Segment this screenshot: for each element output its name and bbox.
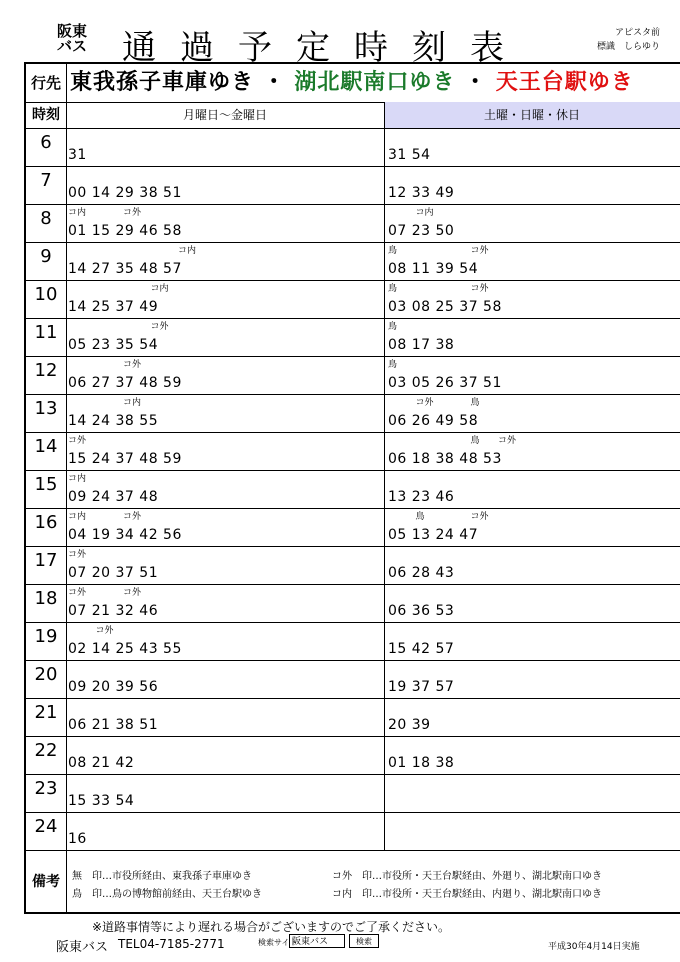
note-inner: コ内 印…市役所・天王台駅経由、内廻り、湖北駅南口ゆき [332, 889, 602, 900]
route-mark: コ内 [178, 246, 197, 256]
hour-row [26, 470, 680, 508]
holiday-times: 31 54 [388, 147, 431, 163]
weekday-times: 01 15 29 46 58 [68, 223, 182, 239]
hour-number: 13 [34, 398, 58, 419]
dest-east-abiko: 東我孫子車庫ゆき [70, 70, 255, 95]
destination-text [70, 64, 634, 102]
weekday-times: 06 27 37 48 59 [68, 375, 182, 391]
route-mark: コ内 [415, 208, 434, 218]
note-bird: 鳥 印…鳥の博物館前経由、天王台駅ゆき [72, 889, 262, 900]
footer-notice: ※道路事情等により遅れる場合がございますのでご了承ください。 [92, 920, 451, 934]
dest-tennodai: 天王台駅ゆき [495, 70, 634, 95]
hour-number: 19 [34, 626, 58, 647]
route-mark: 鳥 [470, 398, 480, 408]
holiday-times: 03 05 26 37 51 [388, 375, 502, 391]
weekday-times: 31 [68, 147, 87, 163]
holiday-times: 06 28 43 [388, 565, 455, 581]
holiday-times: 01 18 38 [388, 755, 455, 771]
holiday-times: 07 23 50 [388, 223, 455, 239]
weekday-times: 07 20 37 51 [68, 565, 159, 581]
hour-number: 23 [34, 778, 58, 799]
hour-number: 7 [40, 170, 52, 191]
holiday-times: 19 37 57 [388, 679, 455, 695]
route-mark: コ外 [68, 588, 87, 598]
hour-number: 18 [34, 588, 58, 609]
hour-row [26, 584, 680, 622]
holiday-times: 15 42 57 [388, 641, 455, 657]
route-mark: 鳥 [388, 360, 398, 370]
effective-date: 平成30年4月14日実施 [548, 942, 640, 952]
hour-number: 11 [34, 322, 58, 343]
hour-number: 12 [34, 360, 58, 381]
route-mark: コ内 [68, 474, 87, 484]
holiday-times: 20 39 [388, 717, 431, 733]
weekday-times: 14 27 35 48 57 [68, 261, 182, 277]
hour-number: 14 [34, 436, 58, 457]
notes-label: 備考 [32, 874, 60, 890]
hour-number: 22 [34, 740, 58, 761]
hour-row [26, 622, 680, 660]
hour-number: 17 [34, 550, 58, 571]
hour-row [26, 736, 680, 774]
destination-row [26, 64, 680, 102]
hour-number: 10 [34, 284, 58, 305]
hour-row [26, 660, 680, 698]
weekday-times: 14 25 37 49 [68, 299, 159, 315]
weekday-times: 04 19 34 42 56 [68, 527, 182, 543]
weekday-times: 06 21 38 51 [68, 717, 159, 733]
holiday-column-header: 土曜・日曜・休日 [384, 102, 680, 128]
route-mark: コ外 [123, 512, 142, 522]
holiday-times: 06 18 38 48 53 [388, 451, 502, 467]
hour-number: 6 [40, 132, 52, 153]
holiday-times: 08 11 39 54 [388, 261, 479, 277]
stop-info [590, 26, 660, 54]
route-mark: コ外 [68, 550, 87, 560]
route-mark: コ外 [123, 588, 142, 598]
route-mark: 鳥 [388, 284, 398, 294]
route-mark: コ外 [470, 284, 489, 294]
hour-row [26, 318, 680, 356]
weekday-times: 05 23 35 54 [68, 337, 159, 353]
weekday-times: 09 20 39 56 [68, 679, 159, 695]
hour-column-header: 時刻 [32, 107, 60, 123]
note-plain: 無 印…市役所経由、東我孫子車庫ゆき [72, 871, 252, 882]
footer-company: 阪東バス [56, 940, 109, 955]
search-input: 阪東バス [289, 934, 345, 948]
route-mark: コ外 [415, 398, 434, 408]
weekday-times: 15 33 54 [68, 793, 135, 809]
dest-kohoku: 湖北駅南口ゆき [294, 70, 456, 95]
hour-row [26, 242, 680, 280]
route-mark: コ外 [498, 436, 517, 446]
timetable [24, 62, 680, 914]
weekday-times: 14 24 38 55 [68, 413, 159, 429]
hour-row [26, 546, 680, 584]
hour-number: 24 [34, 816, 58, 837]
company-line1: 阪東 [56, 22, 87, 40]
hour-number: 8 [40, 208, 52, 229]
route-mark: コ内 [68, 512, 87, 522]
hour-number: 20 [34, 664, 58, 685]
hour-row [26, 432, 680, 470]
route-mark: コ内 [150, 284, 169, 294]
weekday-times: 07 21 32 46 [68, 603, 159, 619]
route-mark: 鳥 [388, 246, 398, 256]
hour-row [26, 508, 680, 546]
page-title: 通過予定時刻表 [122, 28, 528, 68]
footer-phone: TEL04-7185-2771 [118, 937, 225, 951]
hour-number: 9 [40, 246, 52, 267]
note-outer: コ外 印…市役所・天王台駅経由、外廻り、湖北駅南口ゆき [332, 871, 602, 882]
weekday-times: 15 24 37 48 59 [68, 451, 182, 467]
stop-name: 標識 しらゆり [596, 42, 660, 52]
route-mark: 鳥 [470, 436, 480, 446]
hour-row [26, 166, 680, 204]
destination-label: 行先 [30, 74, 61, 92]
route-mark: コ外 [470, 246, 489, 256]
weekday-column-header: 月曜日～金曜日 [182, 108, 267, 122]
hour-row [26, 128, 680, 166]
column-header-row [26, 102, 680, 128]
route-mark: コ外 [470, 512, 489, 522]
holiday-times: 13 23 46 [388, 489, 455, 505]
company-line2: バス [56, 37, 87, 55]
company-logo [52, 24, 92, 54]
search-label: 検索サイト [258, 938, 298, 947]
weekday-times: 09 24 37 48 [68, 489, 159, 505]
hour-number: 21 [34, 702, 58, 723]
notes-section [26, 850, 680, 914]
hour-row [26, 812, 680, 850]
route-mark: コ外 [95, 626, 114, 636]
weekday-times: 02 14 25 43 55 [68, 641, 182, 657]
holiday-times: 06 36 53 [388, 603, 455, 619]
holiday-times: 05 13 24 47 [388, 527, 479, 543]
hour-row [26, 204, 680, 242]
hour-row [26, 774, 680, 812]
hour-row [26, 394, 680, 432]
route-mark: コ外 [123, 360, 142, 370]
stop-sub: アピスタ前 [614, 28, 660, 38]
hour-row [26, 280, 680, 318]
dest-separator: ・ [464, 70, 488, 95]
hour-row [26, 356, 680, 394]
holiday-times: 03 08 25 37 58 [388, 299, 502, 315]
hour-row [26, 698, 680, 736]
weekday-times: 16 [68, 831, 87, 847]
holiday-times: 08 17 38 [388, 337, 455, 353]
weekday-times: 08 21 42 [68, 755, 135, 771]
route-mark: コ外 [68, 436, 87, 446]
hour-number: 15 [34, 474, 58, 495]
route-mark: コ内 [68, 208, 87, 218]
hour-number: 16 [34, 512, 58, 533]
search-button: 検索 [349, 934, 379, 948]
dest-separator: ・ [262, 70, 286, 95]
weekday-times: 00 14 29 38 51 [68, 185, 182, 201]
route-mark: コ内 [123, 398, 142, 408]
route-mark: 鳥 [388, 322, 398, 332]
route-mark: コ外 [150, 322, 169, 332]
holiday-times: 06 26 49 58 [388, 413, 479, 429]
route-mark: コ外 [123, 208, 142, 218]
holiday-times: 12 33 49 [388, 185, 455, 201]
route-mark: 鳥 [415, 512, 425, 522]
